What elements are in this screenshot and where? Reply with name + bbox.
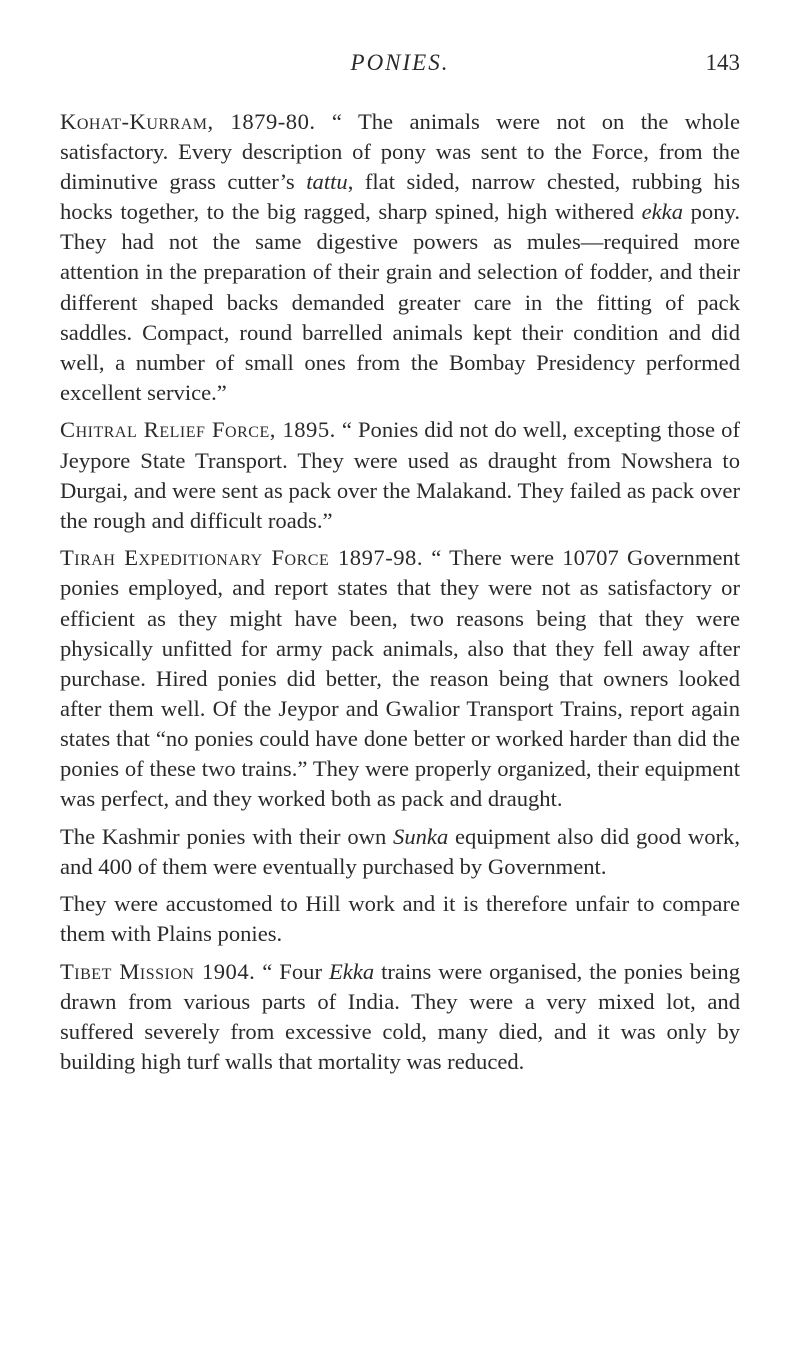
italic-term: Sunka — [393, 823, 449, 849]
text-run: “ There were 10707 Government ponies employed, and report states that they were not as satisfactory or efficient as they might have been, two reasons being that they were physically unfitted for army pack animals, also that they fell away after purchase. Hired ponies did better, the reason being that owners looked after them well. Of the Jeypor and Gwalior Transport Trains, report again states that “no ponies could have done better or worked harder than did the ponies of these two trains.” They were properly organized, their equipment was perfect, and they worked both as pack and draught. — [60, 545, 740, 812]
section-lead: Chitral Relief Force, 1895. — [60, 417, 336, 443]
running-title: PONIES. — [350, 50, 450, 75]
paragraph-kohat-kurram — [60, 107, 740, 408]
paragraph-tibet-mission — [60, 957, 740, 1077]
text-run: “ The animals were not on the whole satisfactory. Every description of pony was sent to the Force, from the diminutive grass cutter’s — [60, 109, 740, 195]
text-run: The Kashmir ponies with their own — [60, 823, 394, 849]
text-run: trains were organised, the ponies being drawn from various parts of India. They were a very mixed lot, and suffered severely from excessive cold, many died, and it was only by building high turf walls that mortality was reduced. — [60, 959, 740, 1075]
section-lead: Tirah Expeditionary Force 1897-98. — [60, 545, 423, 571]
section-lead: Tibet Mission 1904. — [60, 959, 256, 985]
paragraph-kashmir-ponies — [60, 822, 740, 882]
text-run: “ Ponies did not do well, excepting those of Jeypore State Transport. They were used as draught from Nowshera to Durgai, and were sent as pack over the Malakand. They failed as pack over the rough and difficult roads.” — [60, 417, 740, 533]
body-text — [60, 107, 740, 1085]
text-run: They were accustomed to Hill work and it is therefore unfair to compare them with Plains ponies. — [60, 891, 740, 947]
italic-term: tattu — [306, 169, 348, 195]
section-lead: Kohat-Kurram, 1879-80. — [60, 109, 316, 134]
text-run: pony. They had not the same digestive powers as mules—required more attention in the preparation of their grain and selection of fodder, and their different shaped backs demanded greater care in the fitting of pack saddles. Compact, round barrelled animals kept their condition and did well, a number of small ones from the Bombay Presidency performed excellent service.” — [60, 199, 740, 405]
text-run: , flat sided, narrow chested, rubbing his hocks together, to the big ragged, sharp spined, high withered — [60, 169, 740, 225]
italic-term: Ekka — [328, 959, 375, 985]
running-head — [0, 50, 800, 84]
text-run: equipment also did good work, and 400 of them were eventually purchased by Government. — [60, 823, 741, 879]
paragraph-tirah-expeditionary-force — [60, 543, 740, 814]
paragraph-chitral-relief-force — [60, 415, 740, 535]
page-number: 143 — [705, 50, 740, 75]
italic-term: ekka — [641, 199, 683, 225]
paragraph-hill-work — [60, 889, 740, 949]
text-run: “ Four — [255, 959, 329, 985]
